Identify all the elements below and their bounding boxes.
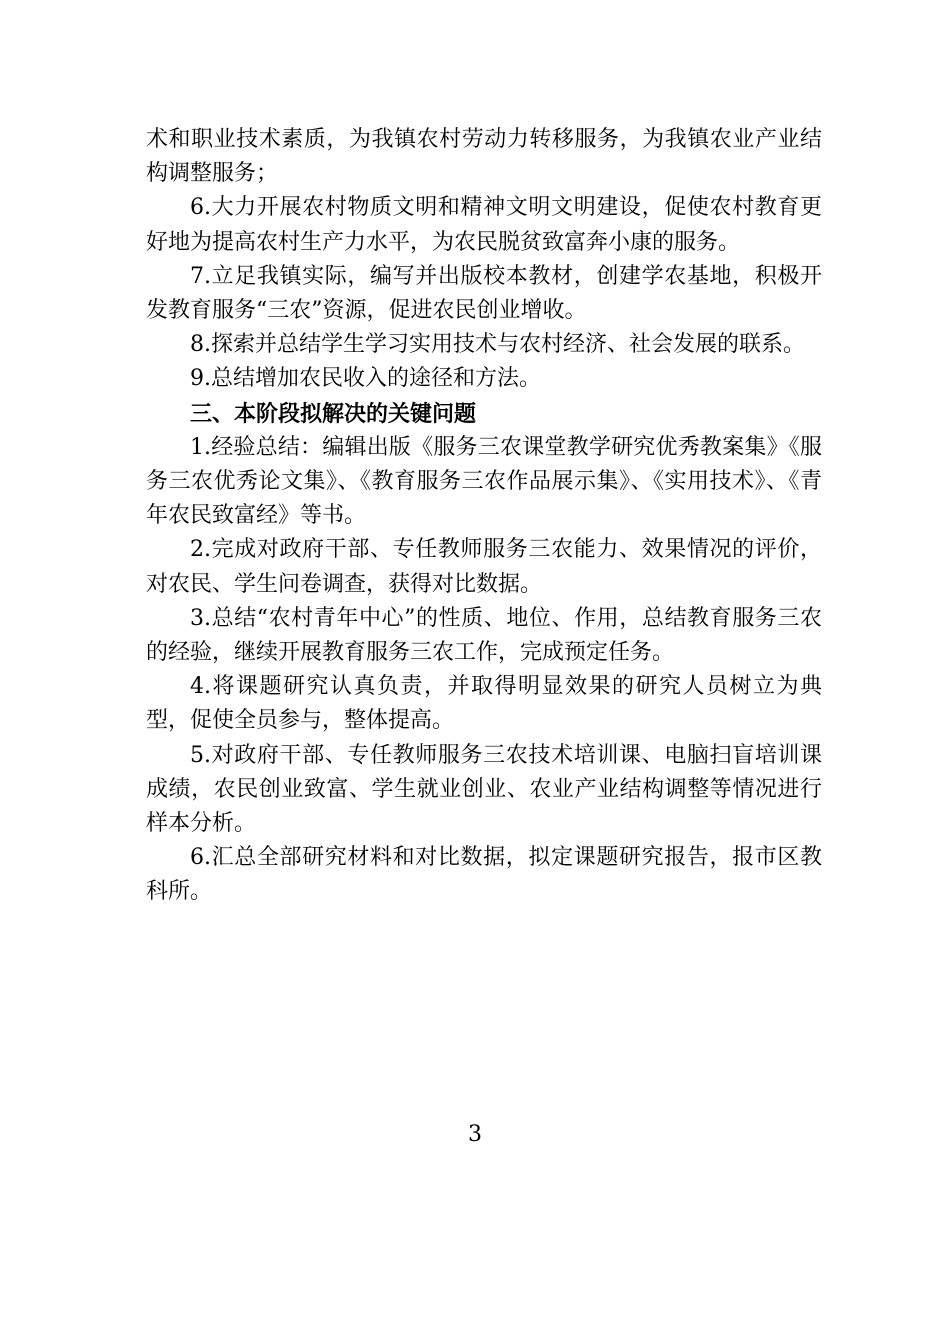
key-issue-item-2: 2.完成对政府干部、专任教师服务三农能力、效果情况的评价，对农民、学生问卷调查，获得对比数据。 — [146, 537, 822, 597]
key-issue-item-1: 1.经验总结：编辑出版《服务三农课堂教学研究优秀教案集》《服务三农优秀论文集》、《教育服务三农作品展示集》、《实用技术》、《青年农民致富经》等书。 — [146, 434, 822, 529]
paragraph-continued: 术和职业技术素质，为我镇农村劳动力转移服务，为我镇农业产业结构调整服务； — [146, 127, 822, 187]
document-body — [146, 123, 822, 910]
paragraph-item-8: 8.探索并总结学生学习实用技术与农村经济、社会发展的联系。 — [190, 332, 805, 358]
key-issue-item-3: 3.总结“农村青年中心”的性质、地位、作用，总结教育服务三农的经验，继续开展教育服务三农工作，完成预定任务。 — [146, 605, 822, 666]
key-issue-item-4: 4.将课题研究认真负责，并取得明显效果的研究人员树立为典型，促使全员参与，整体提高。 — [146, 674, 822, 734]
section-heading: 三、本阶段拟解决的关键问题 — [190, 400, 477, 427]
paragraph-item-9: 9.总结增加农民收入的途径和方法。 — [190, 366, 541, 392]
key-issue-item-6: 6.汇总全部研究材料和对比数据，拟定课题研究报告，报市区教科所。 — [146, 845, 822, 905]
key-issue-item-5: 5.对政府干部、专任教师服务三农技术培训课、电脑扫盲培训课成绩，农民创业致富、学生就业创业、农业产业结构调整等情况进行样本分析。 — [146, 742, 822, 837]
paragraph-item-7: 7.立足我镇实际，编写并出版校本教材，创建学农基地，积极开发教育服务“三农”资源，促进农民创业增收。 — [146, 263, 822, 324]
paragraph-item-6: 6.大力开展农村物质文明和精神文明文明建设，促使农村教育更好地为提高农村生产力水平，为农民脱贫致富奔小康的服务。 — [146, 195, 822, 255]
page-number: 3 — [468, 1122, 482, 1147]
